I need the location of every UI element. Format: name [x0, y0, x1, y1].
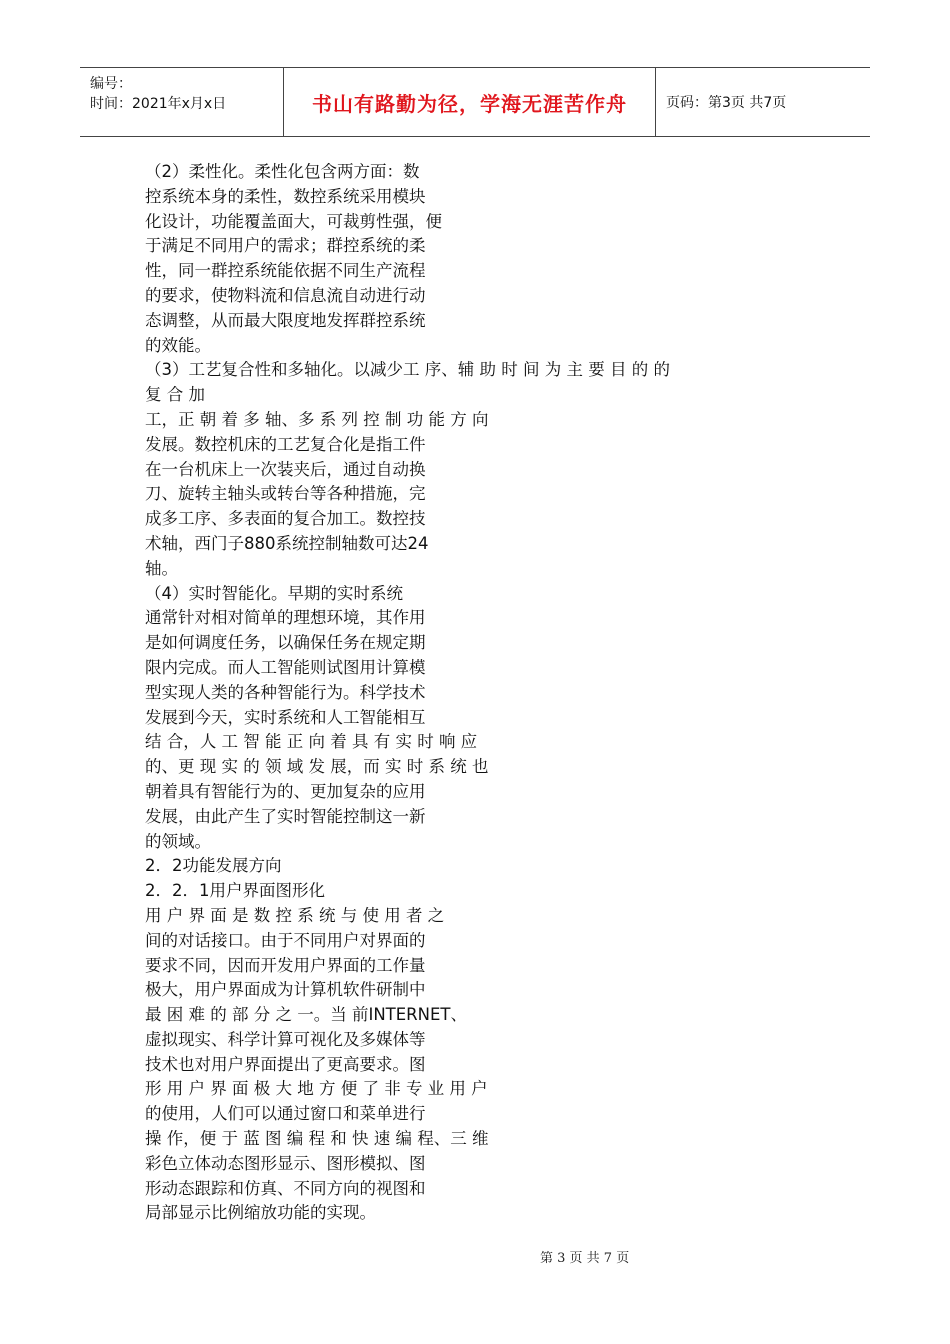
- text-line: 操 作，便 于 蓝 图 编 程 和 快 速 编 程、三 维: [145, 1129, 489, 1149]
- text-line: 型实现人类的各种智能行为。科学技术: [145, 682, 426, 702]
- header-meta: [90, 74, 226, 114]
- header-divider: [655, 68, 656, 136]
- text-line: 控系统本身的柔性，数控系统采用模块: [145, 186, 426, 206]
- text-line: 结 合，人 工 智 能 正 向 着 具 有 实 时 响 应: [145, 732, 478, 752]
- text-line: 限内完成。而人工智能则试图用计算模: [145, 657, 426, 677]
- text-line: 术轴，西门子880系统控制轴数可达24: [145, 533, 429, 553]
- text-line: 2．2．1用户界面图形化: [145, 881, 325, 901]
- text-line: 复 合 加: [145, 385, 205, 405]
- text-line: 朝着具有智能行为的、更加复杂的应用: [145, 781, 426, 801]
- document-number-label: 编号：: [90, 76, 132, 92]
- text-line: 于满足不同用户的需求；群控系统的柔: [145, 236, 426, 256]
- text-line: 2．2功能发展方向: [145, 856, 282, 876]
- text-line: 虚拟现实、科学计算可视化及多媒体等: [145, 1029, 426, 1049]
- text-line: 化设计，功能覆盖面大，可裁剪性强，便: [145, 211, 442, 231]
- text-line: 局部显示比例缩放功能的实现。: [145, 1203, 376, 1223]
- text-line: 形动态跟踪和仿真、不同方向的视图和: [145, 1178, 426, 1198]
- text-line: 的效能。: [145, 335, 211, 355]
- text-line: 通常针对相对简单的理想环境，其作用: [145, 608, 426, 628]
- header-motto: 书山有路勤为径，学海无涯苦作舟: [312, 91, 627, 116]
- text-line: 的、更 现 实 的 领 域 发 展，而 实 时 系 统 也: [145, 757, 489, 777]
- text-line: 极大，用户界面成为计算机软件研制中: [145, 980, 426, 1000]
- text-line: 要求不同，因而开发用户界面的工作量: [145, 955, 426, 975]
- text-line: 间的对话接口。由于不同用户对界面的: [145, 930, 426, 950]
- text-line: 的使用，人们可以通过窗口和菜单进行: [145, 1104, 426, 1124]
- text-line: 性，同一群控系统能依据不同生产流程: [145, 261, 426, 281]
- page-footer: 第 3 页 共 7 页: [540, 1251, 630, 1266]
- text-line: 发展。数控机床的工艺复合化是指工件: [145, 434, 426, 454]
- text-line: 是如何调度任务，以确保任务在规定期: [145, 633, 426, 653]
- text-line: （4）实时智能化。早期的实时系统: [145, 583, 403, 603]
- text-line: （2）柔性化。柔性化包含两方面：数: [145, 162, 420, 181]
- text-line: 刀、旋转主轴头或转台等各种措施，完: [145, 484, 426, 504]
- text-line: 彩色立体动态图形显示、图形模拟、图: [145, 1153, 426, 1173]
- text-line: 工，正 朝 着 多 轴、多 系 列 控 制 功 能 方 向: [145, 409, 489, 429]
- text-line: （3）工艺复合性和多轴化。以减少工 序、辅 助 时 间 为 主 要 目 的 的: [145, 360, 670, 380]
- text-line: 发展到今天，实时系统和人工智能相互: [145, 707, 426, 727]
- body-text: [145, 160, 670, 1226]
- text-line: 形 用 户 界 面 极 大 地 方 便 了 非 专 业 用 户: [145, 1079, 488, 1099]
- text-line: 成多工序、多表面的复合加工。数控技: [145, 509, 426, 529]
- header-page-info: 页码：第3页 共7页: [666, 95, 787, 111]
- text-line: 轴。: [145, 558, 178, 578]
- text-line: 的要求，使物料流和信息流自动进行动: [145, 285, 426, 305]
- text-line: 在一台机床上一次装夹后，通过自动换: [145, 459, 426, 479]
- document-date: 时间：2021年x月x日: [90, 96, 227, 112]
- text-line: 的领域。: [145, 831, 211, 851]
- text-line: 发展，由此产生了实时智能控制这一新: [145, 806, 426, 826]
- text-line: 态调整，从而最大限度地发挥群控系统: [145, 310, 426, 330]
- page-header: [80, 67, 870, 137]
- text-line: 最 困 难 的 部 分 之 一。当 前INTERNET、: [145, 1005, 467, 1025]
- text-line: 用 户 界 面 是 数 控 系 统 与 使 用 者 之: [145, 905, 445, 925]
- text-line: 技术也对用户界面提出了更高要求。图: [145, 1054, 426, 1074]
